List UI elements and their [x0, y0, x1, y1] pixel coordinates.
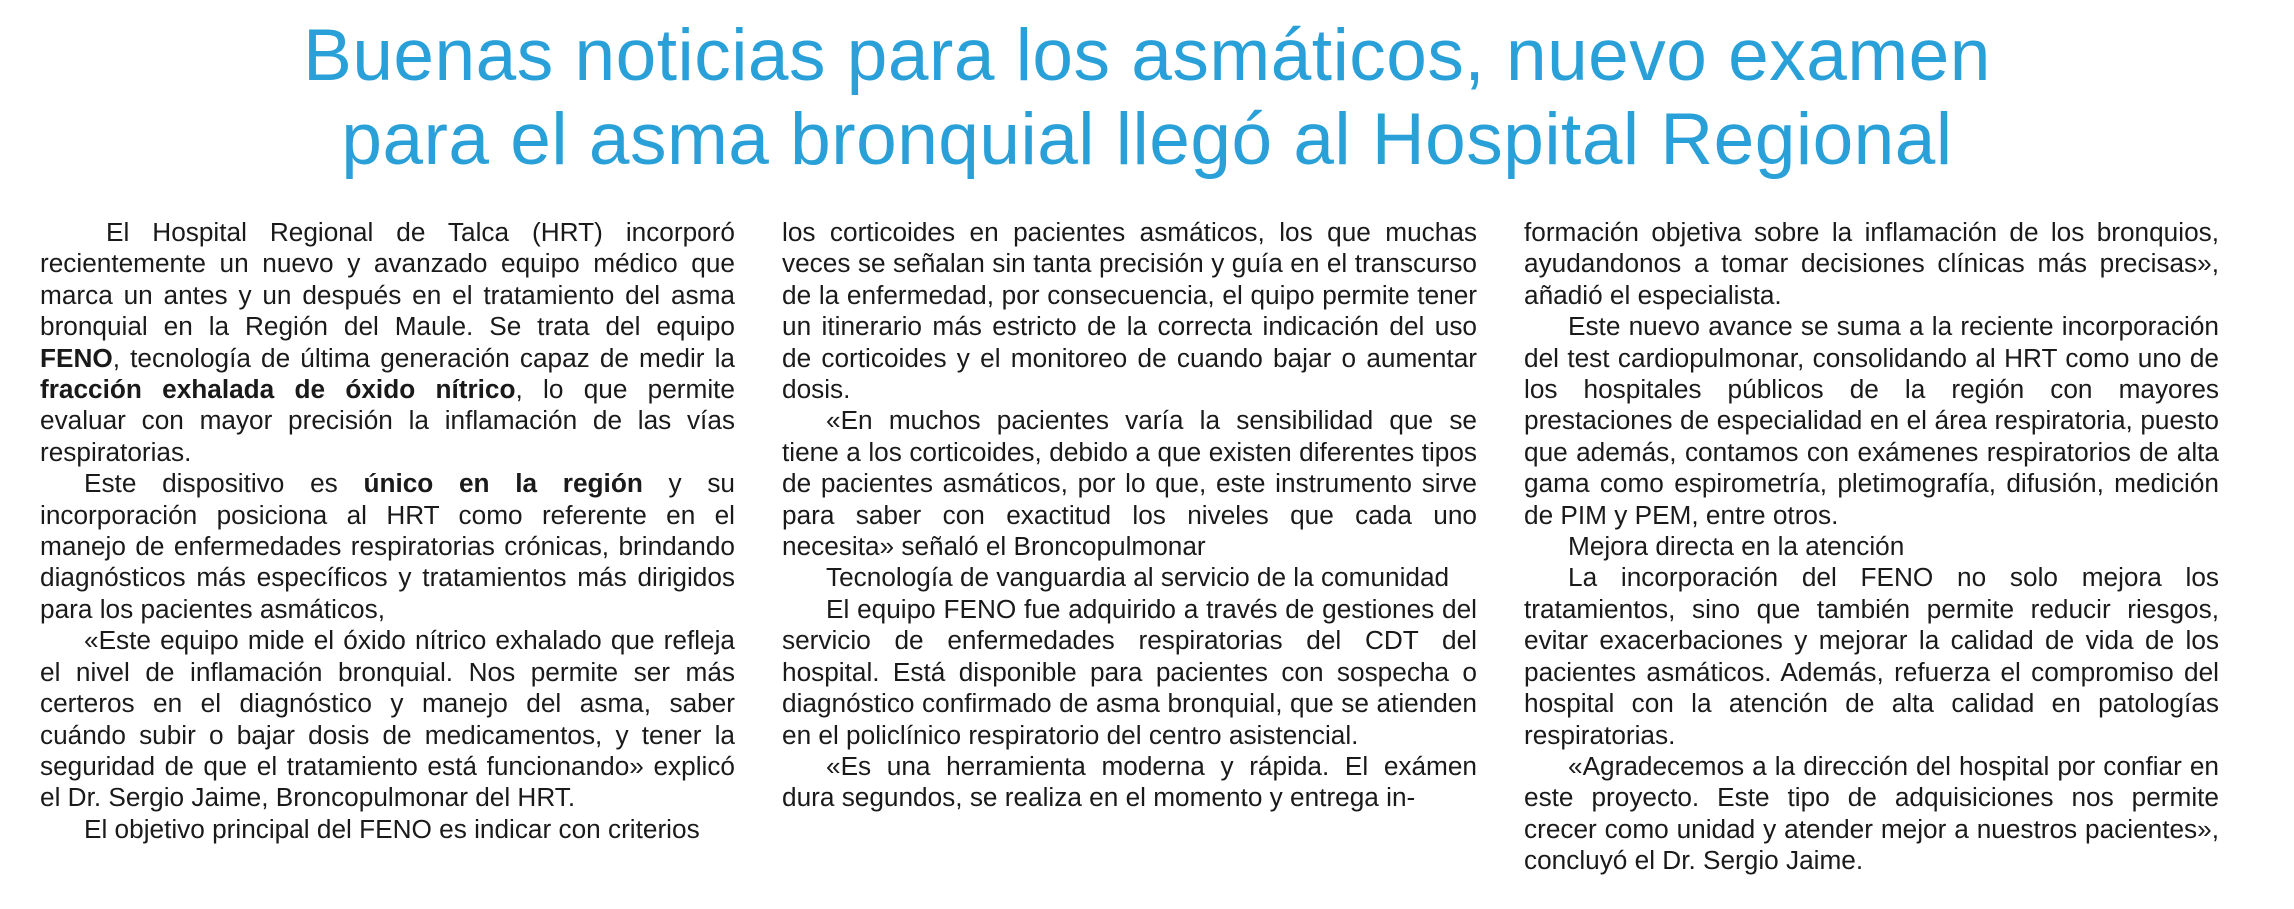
paragraph-quote-closing: «Agradecemos a la dirección del hospital por confiar en este proyecto. Este tipo de adquisiciones nos permite crecer como unidad y atender mejor a nuestros pacientes», concluyó el Dr. Sergio Jaime.: [1524, 750, 2219, 876]
paragraph-text: , lo que permite evaluar con mayor precisión la inflamación de las vías respiratorias.: [40, 374, 735, 467]
headline-line-2: para el asma bronquial llegó al Hospital Regional: [341, 99, 1953, 180]
article-body: [40, 217, 2254, 877]
paragraph-new-advance: Este nuevo avance se suma a la reciente incorporación del test cardiopulmonar, consolidando al HRT como uno de los hospitales públicos de la región con mayores prestaciones de especialidad en el área respiratoria, puesto que además, contamos con exámenes respiratorios de alta gama como espirometría, pletimografía, difusión, medición de PIM y PEM, entre otros.: [1524, 311, 2219, 530]
article-column-1: [40, 217, 735, 845]
paragraph-quote-tool: «Es una herramienta moderna y rápida. El exámen dura segundos, se realiza en el momento y entrega in-: [782, 750, 1477, 813]
article-column-3: [1524, 217, 2219, 877]
paragraph-quote-doctor: «Este equipo mide el óxido nítrico exhalado que refleja el nivel de inflamación bronquial. Nos permite ser más certeros en el diagnóstico y manejo del asma, saber cuándo subir o bajar dosis de medicamentos, y tener la seguridad de que el tratamiento está funcionando» explicó el Dr. Sergio Jaime, Broncopulmonar del HRT.: [40, 625, 735, 813]
headline-line-1: Buenas noticias para los asmáticos, nuevo examen: [303, 15, 1991, 96]
subheading-technology: Tecnología de vanguardia al servicio de la comunidad: [826, 562, 1450, 593]
subheading-improvement: Mejora directa en la atención: [1568, 531, 1905, 562]
bold-term-fraccion: fracción exhalada de óxido nítrico: [40, 374, 516, 405]
paragraph-text: , tecnología de última generación capaz de medir la: [112, 342, 735, 373]
paragraph-unique-device: [40, 468, 735, 625]
paragraph-acquisition: El equipo FENO fue adquirido a través de gestiones del servicio de enfermedades respiratorias del CDT del hospital. Está disponible para pacientes con sospecha o diagnóstico confirmado de asma bronquial, que se atienden en el policlínico respiratorio del centro asistencial.: [782, 593, 1477, 750]
paragraph-quote-continued: formación objetiva sobre la inflamación de los bronquios, ayudandonos a tomar decisiones clínicas más precisas», añadió el especialista.: [1524, 217, 2219, 310]
article-headline: [0, 14, 2294, 182]
paragraph-corticoids: los corticoides en pacientes asmáticos, los que muchas veces se señalan sin tanta precisión y guía en el transcurso de la enfermedad, por consecuencia, el quipo permite tener un itinerario más estricto de la correcta indicación del uso de corticoides y el monitoreo de cuando bajar o aumentar dosis.: [782, 217, 1477, 405]
paragraph-improvement: La incorporación del FENO no solo mejora los tratamientos, sino que también permite reducir riesgos, evitar exacerbaciones y mejorar la calidad de vida de los pacientes asmáticos. Además, refuerza el compromiso del hospital con la atención de alta calidad en patologías respiratorias.: [1524, 562, 2219, 750]
paragraph-text: El Hospital Regional de Talca (HRT) incorporó recientemente un nuevo y avanzado equipo médico que marca un antes y un después en el tratamiento del asma bronquial en la Región del Maule. Se trata del equipo: [40, 217, 735, 342]
paragraph-intro: [40, 217, 735, 468]
paragraph-quote-sensitivity: «En muchos pacientes varía la sensibilidad que se tiene a los corticoides, debido a que existen diferentes tipos de pacientes asmáticos, por lo que, este instrumento sirve para saber con exactitud los niveles que cada uno necesita» señaló el Broncopulmonar: [782, 405, 1477, 562]
paragraph-text: Este dispositivo es: [84, 468, 364, 499]
article-column-2: [782, 217, 1477, 814]
bold-term-feno: FENO: [40, 342, 113, 373]
paragraph-objective: El objetivo principal del FENO es indicar con criterios: [84, 813, 700, 844]
paragraph-text: y su incorporación posiciona al HRT como referente en el manejo de enfermedades respiratorias crónicas, brindando diagnósticos más específicos y tratamientos más dirigidos para los pacientes asmáticos,: [40, 468, 735, 624]
bold-term-unico: único en la región: [363, 468, 643, 499]
